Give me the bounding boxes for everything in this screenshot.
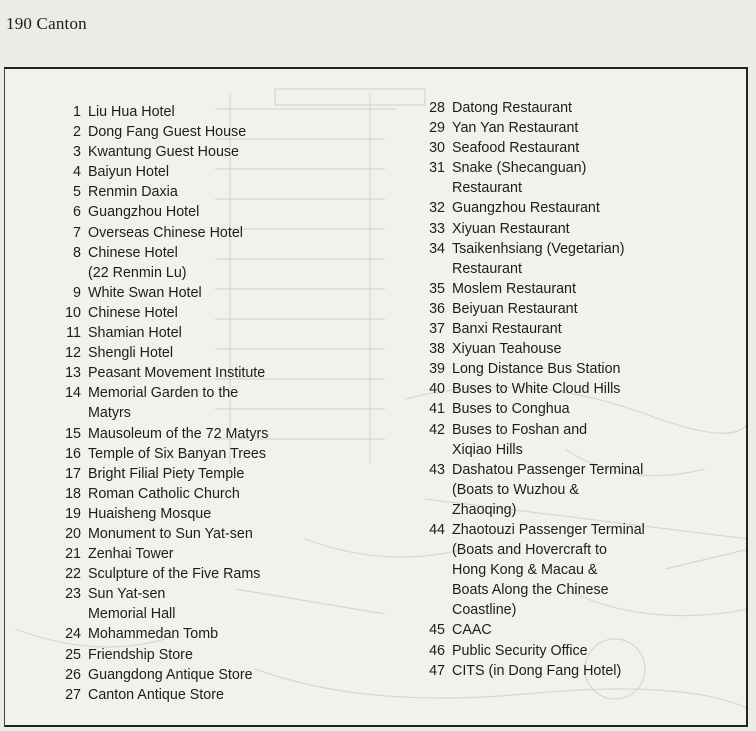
legend-entry-label: Mausoleum of the 72 Matyrs xyxy=(88,425,269,442)
legend-entry xyxy=(45,223,268,243)
legend-entry-label: Shengli Hotel xyxy=(88,345,174,362)
legend-entry xyxy=(45,624,268,644)
legend-entry-number: 7 xyxy=(73,224,81,241)
legend-entry-number: 35 xyxy=(429,280,445,297)
legend-entry-number: 1 xyxy=(73,104,81,120)
legend-entry-label: Mohammedan Tomb xyxy=(88,626,219,643)
legend-entry-number: 30 xyxy=(429,140,445,157)
legend-entry-label: Canton Antique Store xyxy=(88,686,224,703)
legend-entry-number: 13 xyxy=(65,365,81,382)
legend-entry-label: CITS (in Dong Fang Hotel) xyxy=(452,662,622,679)
legend-entry-label: Chinese Hotel xyxy=(88,244,178,261)
legend-entry-number: 39 xyxy=(429,361,445,378)
legend-entry-label: Memorial Hall xyxy=(88,606,176,623)
legend-entry-label: Dong Fang Guest House xyxy=(88,124,247,141)
legend-entry xyxy=(45,303,268,323)
legend-entry-number: 28 xyxy=(429,100,445,116)
legend-entry-label: Xiyuan Teahouse xyxy=(452,341,562,358)
legend-entry xyxy=(409,198,645,218)
legend-entry-number: 17 xyxy=(65,465,81,482)
legend-entry xyxy=(409,661,645,681)
legend-entry xyxy=(409,279,645,299)
legend-entry-label: Long Distance Bus Station xyxy=(452,361,621,378)
legend-entry-label: Buses to Foshan and xyxy=(452,421,588,438)
legend-entry xyxy=(409,239,645,279)
legend-entry-number: 41 xyxy=(429,401,445,418)
legend-entry xyxy=(45,424,268,444)
legend-entry xyxy=(409,399,645,419)
legend-entry-number: 45 xyxy=(429,622,445,639)
legend-entry-label: Dashatou Passenger Terminal xyxy=(452,461,644,478)
legend-entry-number: 31 xyxy=(429,160,445,177)
legend-entry-number: 25 xyxy=(65,646,81,663)
page-header: 190 Canton xyxy=(6,14,87,33)
legend-entry-label: Matyrs xyxy=(88,405,131,422)
legend-entry-label: Restaurant xyxy=(452,180,522,197)
legend-entry xyxy=(45,323,268,343)
legend-entry-label: (Boats to Wuzhou & xyxy=(452,481,579,498)
legend-entry-label: Coastline) xyxy=(452,602,517,619)
legend-entry xyxy=(409,158,645,198)
legend-entry-number: 2 xyxy=(73,124,81,141)
legend-entry-number: 43 xyxy=(429,461,445,478)
legend-entry-label: Datong Restaurant xyxy=(452,100,573,116)
legend-entry-number: 8 xyxy=(73,244,81,261)
legend-entry-label: CAAC xyxy=(452,622,492,639)
legend-entry-number: 3 xyxy=(73,144,81,161)
legend-entry-label: Huaisheng Mosque xyxy=(88,505,212,522)
legend-entry xyxy=(409,641,645,661)
legend-entry xyxy=(45,685,268,705)
legend-entry xyxy=(45,182,268,202)
legend-entry xyxy=(45,484,268,504)
legend-entry xyxy=(45,102,268,122)
legend-entry xyxy=(45,383,268,423)
legend-entry-label: Monument to Sun Yat-sen xyxy=(88,525,253,542)
legend-entry-number: 18 xyxy=(65,485,81,502)
legend-entry-label: Zhaoqing) xyxy=(452,501,517,518)
legend-entry-number: 22 xyxy=(65,566,81,583)
legend-left-column xyxy=(45,102,268,705)
legend-entry-label: Liu Hua Hotel xyxy=(88,104,175,120)
legend-entry-label: Beiyuan Restaurant xyxy=(452,300,578,317)
legend-entry-label: Roman Catholic Church xyxy=(88,485,240,502)
legend-entry-number: 32 xyxy=(429,200,445,217)
legend-entry xyxy=(409,359,645,379)
legend-entry-label: Renmin Daxia xyxy=(88,184,178,201)
legend-entry-label: Restaurant xyxy=(452,260,522,277)
legend-entry-number: 20 xyxy=(65,525,81,542)
legend-entry-label: Banxi Restaurant xyxy=(452,321,562,338)
legend-entry xyxy=(45,243,268,283)
legend-entry-number: 11 xyxy=(66,325,81,342)
legend-entry-number: 29 xyxy=(429,120,445,137)
legend-entry-label: Zenhai Tower xyxy=(88,546,174,563)
legend-entry-number: 4 xyxy=(73,164,81,181)
legend-entry-number: 34 xyxy=(429,240,445,257)
legend-entry xyxy=(45,584,268,624)
legend-entry xyxy=(45,665,268,685)
legend-entry-label: Hong Kong & Macau & xyxy=(452,562,598,579)
legend-entry-label: Sun Yat-sen xyxy=(88,586,166,603)
legend-entry xyxy=(45,524,268,544)
legend-entry-label: Zhaotouzi Passenger Terminal xyxy=(452,521,645,538)
legend-entry-number: 36 xyxy=(429,300,445,317)
legend-entry-label: Guangzhou Hotel xyxy=(88,204,200,221)
legend-entry xyxy=(409,379,645,399)
legend-entry xyxy=(409,118,645,138)
legend-right-column xyxy=(409,98,645,681)
legend-entry-number: 37 xyxy=(429,321,445,338)
legend-entry xyxy=(45,444,268,464)
legend-entry xyxy=(45,122,268,142)
legend-entry-number: 15 xyxy=(65,425,81,442)
legend-entry-label: Buses to Conghua xyxy=(452,401,570,418)
legend-entry xyxy=(45,343,268,363)
legend-entry-label: Kwantung Guest House xyxy=(88,144,240,161)
legend-entry xyxy=(45,564,268,584)
legend-entry-number: 21 xyxy=(65,546,81,563)
legend-entry-number: 10 xyxy=(65,304,81,321)
legend-entry xyxy=(409,138,645,158)
legend-entry-number: 46 xyxy=(429,642,445,659)
legend-entry xyxy=(45,645,268,665)
legend-entry-label: Boats Along the Chinese xyxy=(452,582,609,599)
legend-entry-label: Xiyuan Restaurant xyxy=(452,220,570,237)
legend-entry-label: White Swan Hotel xyxy=(88,284,202,301)
legend-entry-number: 38 xyxy=(429,341,445,358)
legend-entry xyxy=(45,544,268,564)
legend-entry-number: 12 xyxy=(65,345,81,362)
legend-entry-number: 6 xyxy=(73,204,81,221)
legend-entry-label: Xiqiao Hills xyxy=(452,441,523,458)
legend-entry-label: Bright Filial Piety Temple xyxy=(88,465,245,482)
legend-entry xyxy=(409,460,645,520)
legend-entry-label: Friendship Store xyxy=(88,646,193,663)
legend-entry-label: Public Security Office xyxy=(452,642,588,659)
legend-entry xyxy=(409,319,645,339)
legend-entry xyxy=(409,98,645,118)
legend-entry-number: 23 xyxy=(65,586,81,603)
legend-entry-label: Shamian Hotel xyxy=(88,325,182,342)
legend-entry-label: Overseas Chinese Hotel xyxy=(88,224,243,241)
legend-entry-label: Chinese Hotel xyxy=(88,304,178,321)
legend-entry xyxy=(45,464,268,484)
legend-entry-number: 14 xyxy=(65,385,81,402)
legend-entry xyxy=(45,363,268,383)
legend-entry-number: 24 xyxy=(65,626,81,643)
legend-entry xyxy=(409,219,645,239)
legend-entry-label: Yan Yan Restaurant xyxy=(452,120,579,137)
legend-entry-label: Peasant Movement Institute xyxy=(88,365,266,382)
legend-entry-number: 9 xyxy=(73,284,81,301)
legend-entry-number: 33 xyxy=(429,220,445,237)
legend-entry-number: 44 xyxy=(429,521,445,538)
legend-entry-label: Guangdong Antique Store xyxy=(88,666,253,683)
legend-entry-label: Temple of Six Banyan Trees xyxy=(88,445,267,462)
legend-entry-label: Guangzhou Restaurant xyxy=(452,200,600,217)
legend-entry-number: 26 xyxy=(65,666,81,683)
legend-entry xyxy=(45,504,268,524)
legend-entry-number: 19 xyxy=(65,505,81,522)
legend-entry-label: Snake (Shecanguan) xyxy=(452,160,587,177)
legend-entry-label: Buses to White Cloud Hills xyxy=(452,381,621,398)
legend-entry-label: Seafood Restaurant xyxy=(452,140,580,157)
legend-entry xyxy=(409,339,645,359)
legend-entry-number: 5 xyxy=(73,184,81,201)
legend-entry-label: (Boats and Hovercraft to xyxy=(452,542,607,559)
legend-entry xyxy=(409,299,645,319)
legend-entry-number: 47 xyxy=(429,662,445,679)
legend-entry-number: 40 xyxy=(429,381,445,398)
legend-entry-label: Memorial Garden to the xyxy=(88,385,239,402)
legend-entry xyxy=(409,420,645,460)
legend-entry-label: Sculpture of the Five Rams xyxy=(88,566,261,583)
legend-entry xyxy=(45,202,268,222)
map-legend-box xyxy=(4,67,748,727)
legend-entry-number: 27 xyxy=(65,686,81,703)
legend-entry-label: Moslem Restaurant xyxy=(452,280,576,297)
legend-entry xyxy=(45,283,268,303)
legend-entry-number: 42 xyxy=(429,421,445,438)
legend-entry xyxy=(45,142,268,162)
legend-entry xyxy=(45,162,268,182)
legend-entry-number: 16 xyxy=(65,445,81,462)
legend-entry xyxy=(409,620,645,640)
legend-entry-label: Baiyun Hotel xyxy=(88,164,170,181)
legend-entry-label: Tsaikenhsiang (Vegetarian) xyxy=(452,240,625,257)
legend-entry xyxy=(409,520,645,620)
legend-entry-label: (22 Renmin Lu) xyxy=(88,264,187,281)
